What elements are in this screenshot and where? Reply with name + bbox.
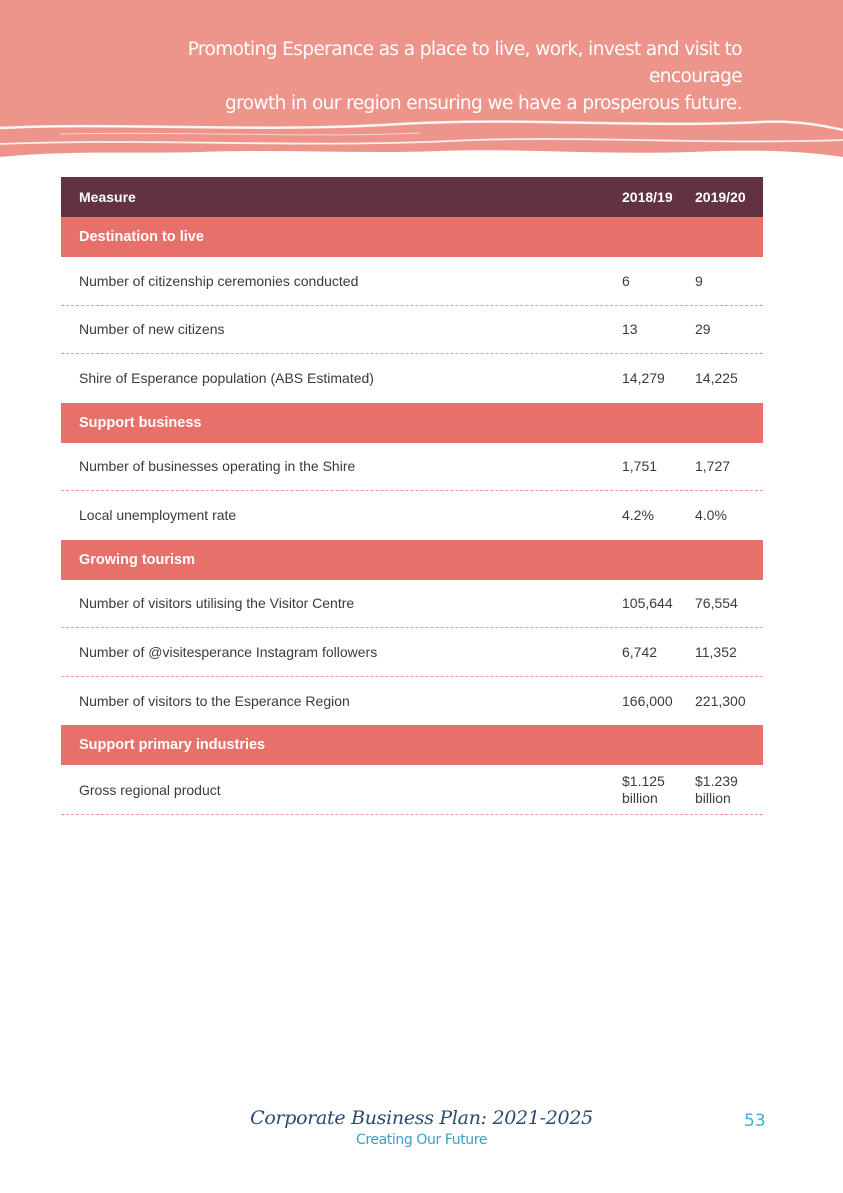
- value-2018-19: [622, 765, 692, 814]
- section-title: Support business: [79, 414, 202, 431]
- value-2018-19: 105,644: [622, 595, 673, 612]
- tagline-line-2: growth in our region ensuring we have a prosperous future.: [224, 93, 742, 114]
- value-2019-20: [695, 765, 763, 814]
- table-row: [61, 580, 763, 629]
- section-row-support-primary-industries: [61, 725, 763, 765]
- value-2018-19: 14,279: [622, 370, 665, 387]
- value-2019-20: 29: [695, 321, 711, 338]
- value-2018-19: 6: [622, 272, 630, 289]
- value-2018-19: 4.2%: [622, 507, 654, 524]
- section-row-support-business: [61, 403, 763, 443]
- value-unit: billion: [695, 789, 731, 806]
- measure-label: Gross regional product: [79, 781, 221, 798]
- value-amount: $1.125: [622, 772, 665, 789]
- header-measure: Measure: [79, 189, 136, 205]
- table-row: [61, 354, 763, 403]
- value-amount: $1.239: [695, 772, 738, 789]
- header-2018-19: 2018/19: [622, 189, 673, 205]
- table-row: [61, 257, 763, 306]
- measure-label: Number of new citizens: [79, 321, 225, 338]
- value-2019-20: 76,554: [695, 595, 738, 612]
- footer-plan-title: Corporate Business Plan: 2021-2025: [250, 1107, 593, 1129]
- value-2019-20: 221,300: [695, 692, 746, 709]
- banner-tagline: [122, 36, 742, 117]
- measure-label: Number of citizenship ceremonies conducted: [79, 272, 359, 289]
- value-2019-20: 11,352: [695, 643, 737, 660]
- section-row-destination-to-live: [61, 217, 763, 257]
- section-title: Support primary industries: [79, 737, 266, 753]
- value-2019-20: 4.0%: [695, 507, 727, 524]
- measure-label: Number of @visitesperance Instagram followers: [79, 643, 378, 660]
- section-title: Growing tourism: [79, 551, 195, 568]
- value-2019-20: 9: [695, 272, 703, 289]
- measure-label: Shire of Esperance population (ABS Estimated): [79, 370, 374, 387]
- header-2019-20: 2019/20: [695, 189, 746, 205]
- table-row: [61, 677, 763, 726]
- value-2019-20: 14,225: [695, 370, 738, 387]
- value-2019-20: 1,727: [695, 458, 731, 475]
- measure-label: Number of businesses operating in the Shire: [79, 458, 356, 475]
- measure-label: Number of visitors to the Esperance Region: [79, 692, 350, 709]
- measure-label: Number of visitors utilising the Visitor Centre: [79, 595, 355, 612]
- measure-label: Local unemployment rate: [79, 507, 237, 524]
- table-row: [61, 765, 763, 815]
- section-row-growing-tourism: [61, 540, 763, 580]
- value-2018-19: 1,751: [622, 458, 658, 475]
- table-row: [61, 628, 763, 677]
- section-title: Destination to live: [79, 229, 204, 245]
- header-banner: [0, 0, 843, 165]
- table-row: [61, 443, 763, 492]
- value-2018-19: 166,000: [622, 692, 673, 709]
- footer-subtitle: Creating Our Future: [355, 1132, 488, 1148]
- table-row: [61, 491, 763, 540]
- page-number: 53: [744, 1111, 766, 1131]
- tagline-line-1: Promoting Esperance as a place to live, work, invest and visit to encourage: [187, 39, 742, 87]
- value-2018-19: 6,742: [622, 643, 658, 660]
- table-row: [61, 306, 763, 355]
- value-2018-19: 13: [622, 321, 638, 338]
- measures-table: [61, 177, 763, 815]
- value-unit: billion: [622, 789, 658, 806]
- table-header-row: [61, 177, 763, 217]
